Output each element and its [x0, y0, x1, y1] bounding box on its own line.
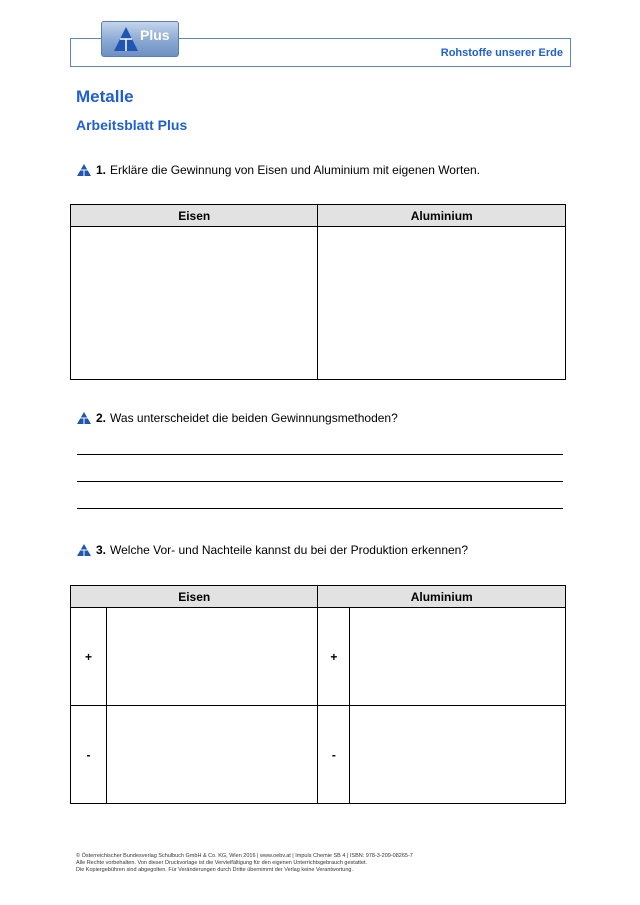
task-text: Erkläre die Gewinnung von Eisen und Aluminium mit eigenen Worten.	[110, 163, 480, 177]
footer-line: © Österreichischer Bundesverlag Schulbuch GmbH & Co. KG, Wien 2016 | www.oebv.at | Impuls Chemie SB 4 | ISBN: 978-3-209-08265-7	[76, 853, 413, 859]
pyramid-icon	[77, 164, 91, 176]
answer-line[interactable]	[77, 481, 563, 482]
task-2	[77, 411, 398, 425]
task-number: 2.	[96, 411, 107, 425]
column-header-eisen: Eisen	[71, 205, 318, 227]
page-title: Metalle	[76, 87, 134, 106]
footer-line: Die Kopiergebühren sind abgegolten. Für Veränderungen durch Dritte übernimmt der Verlag keine Verantwortung.	[76, 867, 354, 873]
task-number: 3.	[96, 543, 107, 557]
answer-line[interactable]	[77, 454, 563, 455]
answer-cell-eisen-advantage[interactable]	[106, 608, 318, 706]
plus-sign: +	[318, 608, 350, 706]
task-1	[77, 163, 480, 177]
task-3	[77, 543, 468, 557]
plus-sign: +	[71, 608, 107, 706]
answer-cell-aluminium[interactable]	[318, 227, 566, 380]
task-number: 1.	[96, 163, 107, 177]
pyramid-icon	[112, 25, 140, 53]
answer-line[interactable]	[77, 508, 563, 509]
section-title: Rohstoffe unserer Erde	[440, 47, 563, 59]
plus-logo	[101, 21, 179, 57]
task-text: Welche Vor- und Nachteile kannst du bei der Produktion erkennen?	[110, 543, 469, 557]
column-header-eisen: Eisen	[71, 586, 318, 608]
column-header-aluminium: Aluminium	[318, 205, 566, 227]
minus-sign: -	[318, 706, 350, 804]
answer-cell-eisen[interactable]	[71, 227, 318, 380]
answer-cell-eisen-disadvantage[interactable]	[106, 706, 318, 804]
answer-table-2	[70, 585, 566, 804]
footer-line: Alle Rechte vorbehalten. Von dieser Druckvorlage ist die Vervielfältigung für den eigenen Unterrichtsgebrauch gestattet.	[76, 860, 368, 866]
minus-sign: -	[71, 706, 107, 804]
footer	[76, 853, 413, 874]
task-text: Was unterscheidet die beiden Gewinnungsmethoden?	[110, 411, 398, 425]
answer-table-1	[70, 204, 566, 380]
pyramid-icon	[77, 544, 91, 556]
column-header-aluminium: Aluminium	[318, 586, 566, 608]
answer-cell-aluminium-disadvantage[interactable]	[350, 706, 566, 804]
answer-cell-aluminium-advantage[interactable]	[350, 608, 566, 706]
logo-text: Plus	[140, 27, 170, 43]
pyramid-icon	[77, 412, 91, 424]
page-subtitle: Arbeitsblatt Plus	[76, 117, 188, 133]
